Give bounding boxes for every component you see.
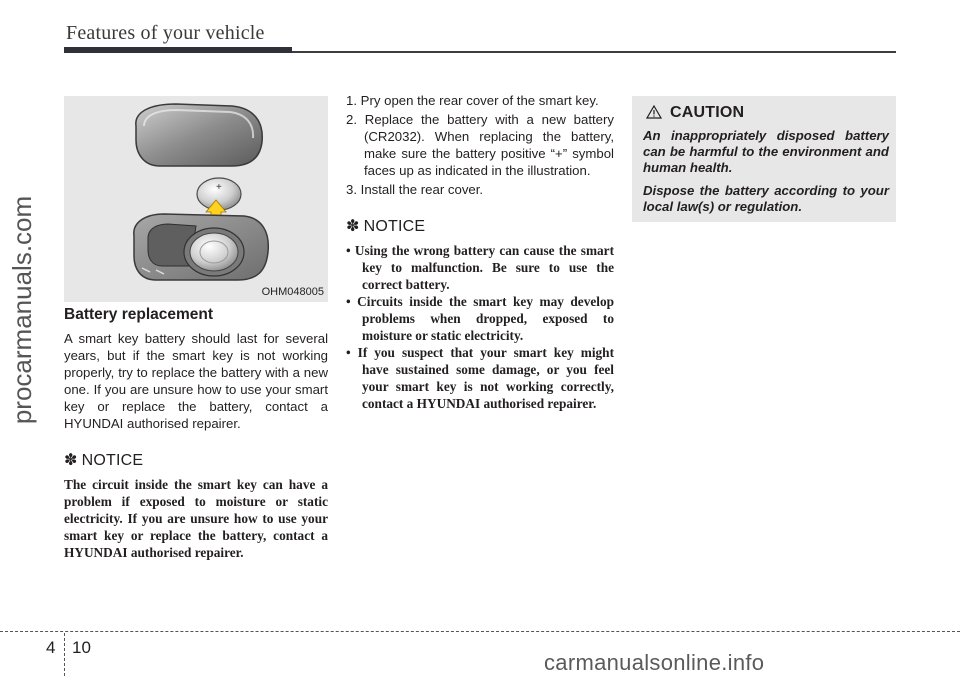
header-rule-thin [292, 51, 896, 53]
side-watermark [2, 120, 42, 500]
figure-code: OHM048005 [261, 286, 324, 298]
notice-item: • Circuits inside the smart key may develop problems when dropped, exposed to moisture or static electricity. [346, 294, 614, 343]
notice-star-icon: ✽ [64, 452, 78, 469]
notice-item: • Using the wrong battery can cause the smart key to malfunction. Be sure to use the correct battery. [346, 243, 614, 292]
notice-list [346, 242, 614, 412]
page-number: 10 [72, 638, 91, 657]
caution-label: CAUTION [670, 104, 745, 121]
warning-triangle-icon [646, 105, 662, 119]
rear-cover [136, 104, 262, 166]
step-item: 2. Replace the battery with a new battery (CR2032). When replacing the battery, make sure the battery positive “+” symbol faces up as indicated in the illustration. [346, 112, 614, 178]
notice-heading-mid [346, 216, 614, 236]
notice-label: NOTICE [363, 218, 426, 235]
replacement-steps [346, 92, 614, 198]
step-item: 1. Pry open the rear cover of the smart key. [346, 93, 599, 108]
left-column [64, 306, 328, 561]
caution-paragraph: Dispose the battery according to your local law(s) or regulation. [643, 183, 889, 214]
step-item: 3. Install the rear cover. [346, 182, 484, 197]
svg-text:+: + [216, 182, 222, 193]
caution-paragraph: An inappropriately disposed battery can be harmful to the environment and human health. [643, 128, 889, 175]
middle-column [346, 92, 614, 412]
side-watermark-text: procarmanuals.com [7, 195, 37, 425]
notice-heading-left [64, 450, 328, 470]
header-rule-thick [64, 47, 292, 53]
caution-heading [646, 104, 744, 122]
footer-vertical-divider [64, 633, 65, 676]
footer-divider [0, 631, 960, 632]
battery-replacement-text: A smart key battery should last for several years, but if the smart key is not working properly, try to replace the battery with a new one. If you are unsure how to use your smart key or replace the battery, contact a HYUNDAI authorised repairer. [64, 331, 328, 431]
bottom-watermark: carmanualsonline.info [544, 650, 765, 675]
notice-text-left: The circuit inside the smart key can have a problem if exposed to moisture or static electricity. If you are unsure how to use your smart key or replace the battery, contact a HYUNDAI authorised repairer. [64, 477, 328, 560]
chapter-number: 4 [46, 638, 56, 657]
battery-replacement-heading: Battery replacement [64, 306, 214, 323]
notice-label: NOTICE [81, 452, 144, 469]
notice-star-icon: ✽ [346, 218, 360, 235]
caution-body [643, 128, 889, 222]
caution-box [632, 96, 896, 222]
smart-key-illustration [64, 96, 328, 302]
header-title: Features of your vehicle [66, 22, 265, 44]
notice-item: • If you suspect that your smart key might have sustained some damage, or you feel your smart key is not working correctly, contact a HYUNDAI authorised repairer. [346, 345, 614, 411]
key-base [134, 214, 268, 280]
smart-key-drawing [64, 96, 328, 302]
